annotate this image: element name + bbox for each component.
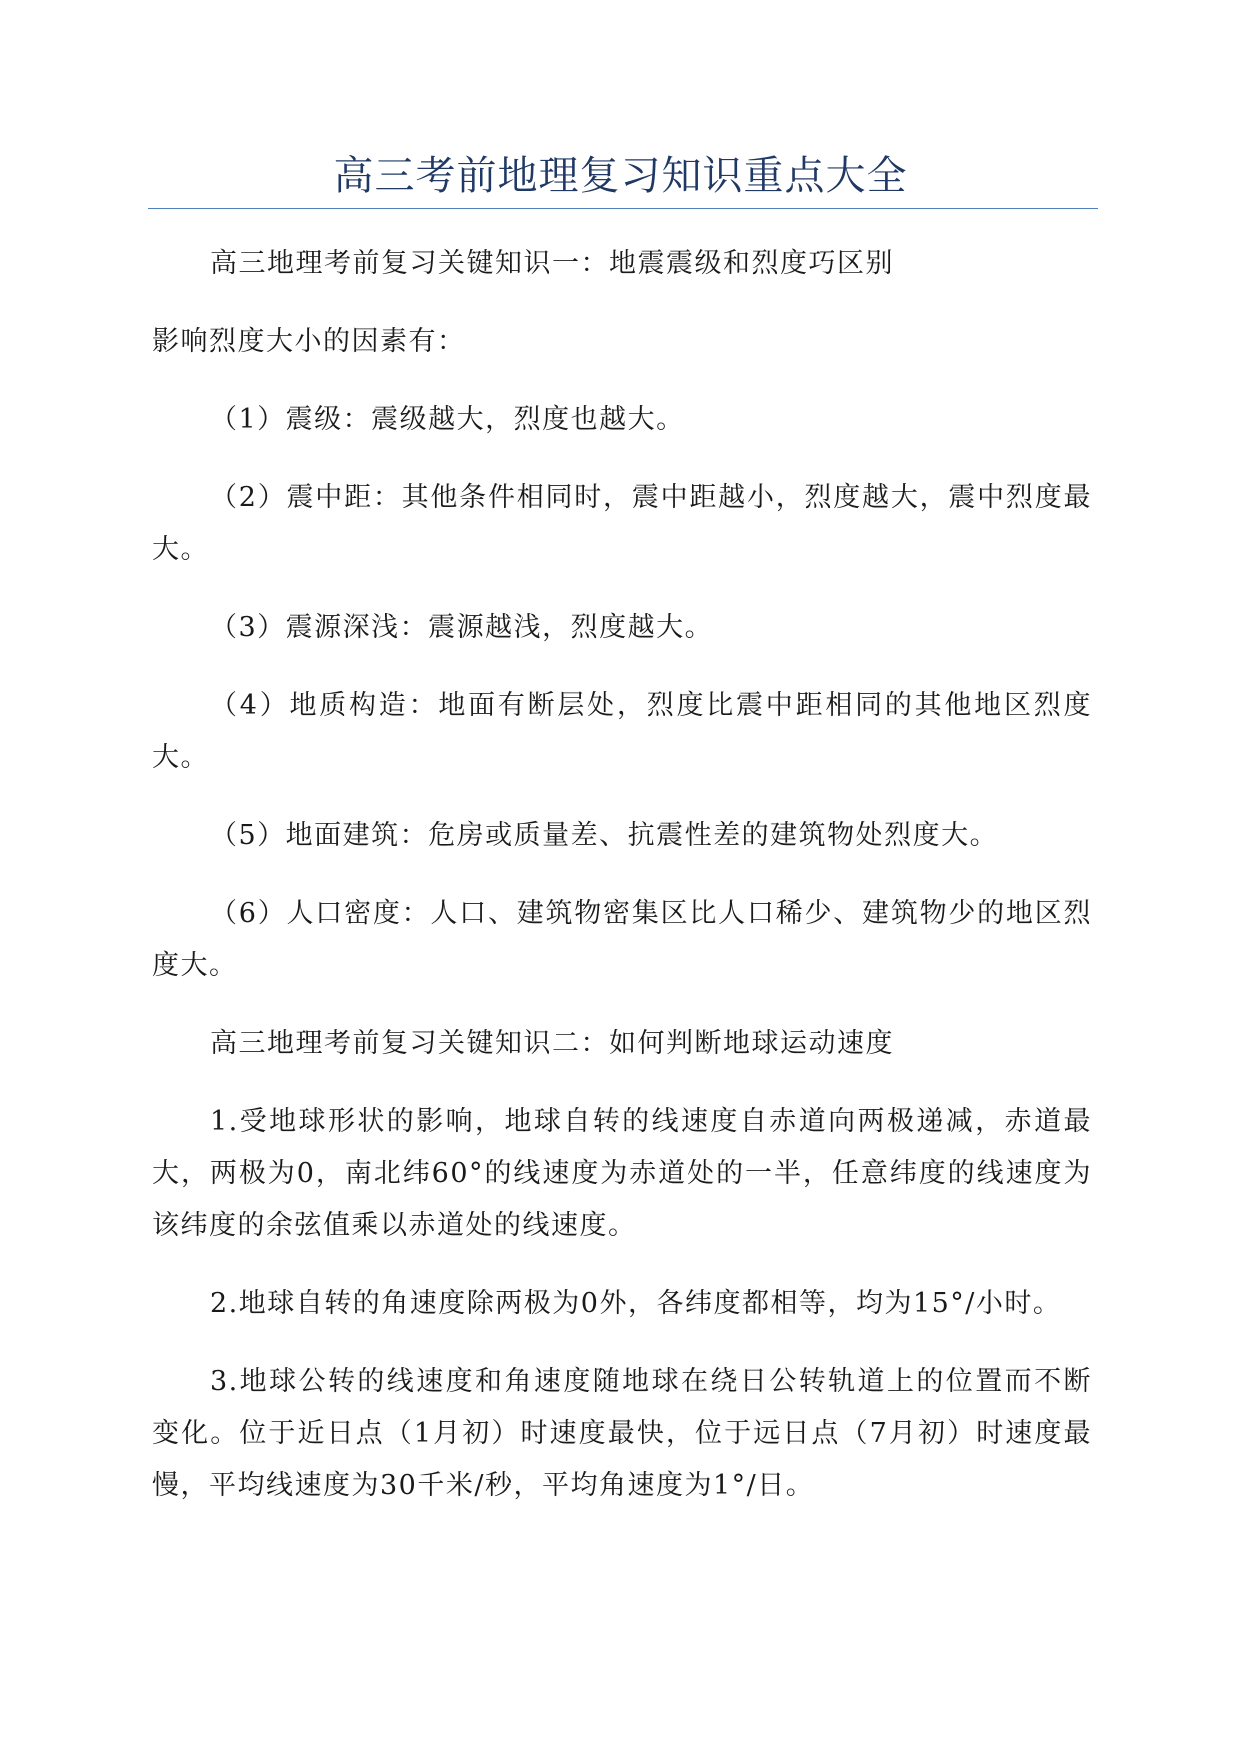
numbered-item-2: 2.地球自转的角速度除两极为0外，各纬度都相等，均为15°/小时。 bbox=[210, 1288, 1062, 1319]
title-underline bbox=[148, 208, 1098, 209]
list-item-focal-depth: （3）震源深浅：震源越浅，烈度越大。 bbox=[210, 612, 714, 643]
list-item-epicentral-distance: （2）震中距：其他条件相同时，震中距越小，烈度越大，震中烈度最大。 bbox=[152, 482, 1092, 565]
list-item-magnitude: （1）震级：震级越大，烈度也越大。 bbox=[210, 404, 685, 435]
list-item-population-density: （6）人口密度：人口、建筑物密集区比人口稀少、建筑物少的地区烈度大。 bbox=[152, 898, 1092, 981]
document-title: 高三考前地理复习知识重点大全 bbox=[333, 153, 908, 199]
list-item-buildings: （5）地面建筑：危房或质量差、抗震性差的建筑物处烈度大。 bbox=[210, 820, 999, 851]
section-heading-1: 高三地理考前复习关键知识一：地震震级和烈度巧区别 bbox=[210, 248, 894, 279]
paragraph-factors-intro: 影响烈度大小的因素有： bbox=[152, 326, 466, 357]
document-body bbox=[152, 238, 1092, 1538]
numbered-item-3: 3.地球公转的线速度和角速度随地球在绕日公转轨道上的位置而不断变化。位于近日点（1月初）时速度最快，位于远日点（7月初）时速度最慢，平均线速度为30千米/秒，平均角速度为1°/日。 bbox=[152, 1366, 1092, 1501]
numbered-item-1: 1.受地球形状的影响，地球自转的线速度自赤道向两极递减，赤道最大，两极为0，南北纬60°的线速度为赤道处的一半，任意纬度的线速度为该纬度的余弦值乘以赤道处的线速度。 bbox=[152, 1106, 1092, 1241]
section-heading-2: 高三地理考前复习关键知识二：如何判断地球运动速度 bbox=[210, 1028, 894, 1059]
list-item-geologic-structure: （4）地质构造：地面有断层处，烈度比震中距相同的其他地区烈度大。 bbox=[152, 690, 1092, 773]
